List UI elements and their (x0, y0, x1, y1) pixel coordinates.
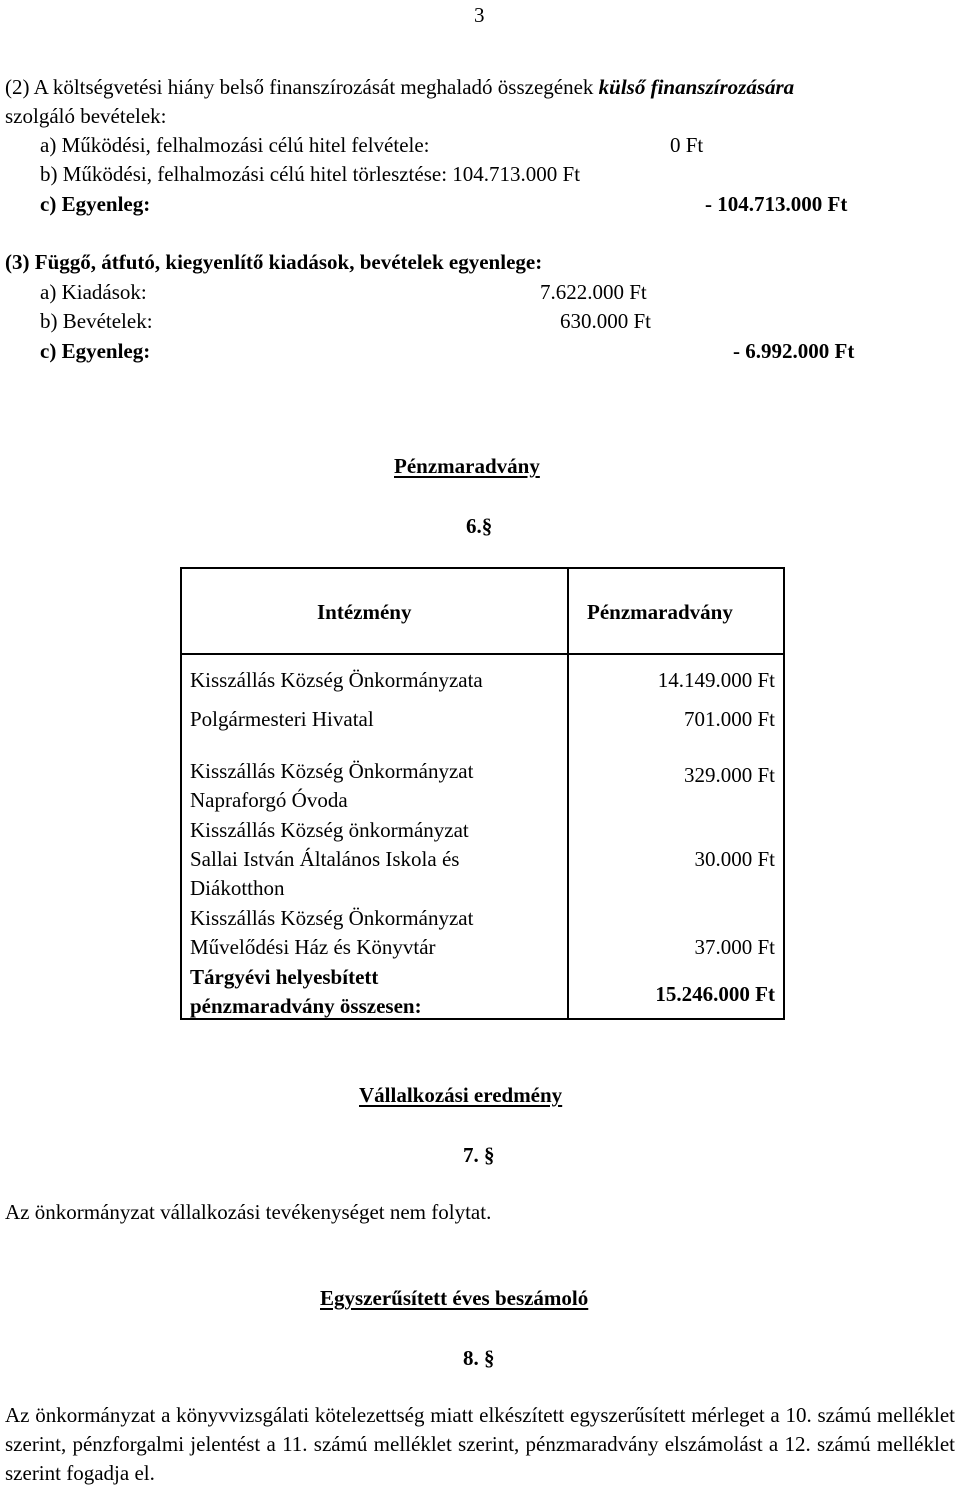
table-row-value: 329.000 Ft (683, 763, 775, 787)
section3-heading: (3) Függő, átfutó, kiegyenlítő kiadások, bevételek egyenlege: (5, 250, 543, 274)
section2-line1 (5, 77, 794, 98)
penzmaradvany-title: Pénzmaradvány (394, 454, 540, 478)
vallalkozasi-paragraph (463, 1145, 495, 1166)
section3-item-c-value: - 6.992.000 Ft (733, 339, 855, 363)
table-row-value: 701.000 Ft (683, 707, 775, 731)
table-row-value: 37.000 Ft (694, 935, 775, 959)
table-total-label: Tárgyévi helyesbített (190, 965, 379, 989)
table-row-name-cont: Sallai István Általános Iskola és (190, 847, 460, 871)
table-row-name-cont: Napraforgó Óvoda (190, 788, 348, 812)
section2-line1-emphasis: külső finanszírozására (598, 75, 795, 99)
section-sign-icon: § (484, 1346, 495, 1370)
section2-line2: szolgáló bevételek: (5, 104, 167, 128)
section3-item-b-value: 630.000 Ft (560, 309, 652, 333)
table-total-label-cont: pénzmaradvány összesen: (190, 994, 422, 1018)
penzmaradvany-paragraph (466, 516, 492, 537)
penzmaradvany-table (180, 567, 785, 1020)
table-column-divider (567, 569, 569, 1018)
page-number: 3 (474, 3, 485, 27)
vallalkozasi-text: Az önkormányzat vállalkozási tevékenységet nem folytat. (5, 1200, 492, 1224)
section2-item-c-value: - 104.713.000 Ft (705, 192, 848, 216)
table-header-intezmeny: Intézmény (317, 600, 412, 624)
table-row-name: Kisszállás Község Önkormányzat (190, 906, 474, 930)
table-row-name-cont: Diákotthon (190, 876, 285, 900)
table-row-value: 14.149.000 Ft (657, 668, 775, 692)
beszamolo-paragraph-number: 8. (463, 1346, 479, 1370)
table-row-name: Polgármesteri Hivatal (190, 707, 374, 731)
section-sign-icon: § (481, 514, 493, 538)
section2-item-c-label: c) Egyenleg: (40, 192, 151, 216)
beszamolo-title: Egyszerűsített éves beszámoló (320, 1286, 589, 1310)
table-row-name: Kisszállás Község Önkormányzata (190, 668, 483, 692)
vallalkozasi-title: Vállalkozási eredmény (359, 1083, 563, 1107)
section2-item-b-label: b) Működési, felhalmozási célú hitel törlesztése: 104.713.000 Ft (40, 162, 581, 186)
beszamolo-paragraph (463, 1348, 495, 1369)
beszamolo-text: Az önkormányzat a könyvvizsgálati kötelezettség miatt elkészített egyszerűsített mérleget a 10. számú melléklet szerint, pénzforgalmi jelentést a 11. számú melléklet szerint, pénzmaradvány elszámolást a 12. számú melléklet szerint fogadja el. (5, 1403, 955, 1485)
table-row-name: Kisszállás Község Önkormányzat (190, 759, 474, 783)
table-header-penzmaradvany: Pénzmaradvány (587, 600, 733, 624)
section3-item-a-label: a) Kiadások: (40, 280, 147, 304)
section3-item-a-value: 7.622.000 Ft (540, 280, 647, 304)
vallalkozasi-paragraph-number: 7. (463, 1143, 479, 1167)
section2-item-a-value: 0 Ft (670, 133, 704, 157)
table-row-name: Kisszállás Község önkormányzat (190, 818, 469, 842)
table-row-name-cont: Művelődési Ház és Könyvtár (190, 935, 436, 959)
section2-line1-text: (2) A költségvetési hiány belső finanszírozását meghaladó összegének (5, 75, 599, 99)
section-sign-icon: § (484, 1143, 495, 1167)
penzmaradvany-paragraph-number: 6. (466, 514, 482, 538)
table-row-value: 30.000 Ft (694, 847, 775, 871)
table-header-divider (182, 653, 783, 655)
section3-item-c-label: c) Egyenleg: (40, 339, 151, 363)
section2-item-a-label: a) Működési, felhalmozási célú hitel felvétele: (40, 133, 430, 157)
table-total-value: 15.246.000 Ft (655, 982, 775, 1006)
section3-item-b-label: b) Bevételek: (40, 309, 153, 333)
